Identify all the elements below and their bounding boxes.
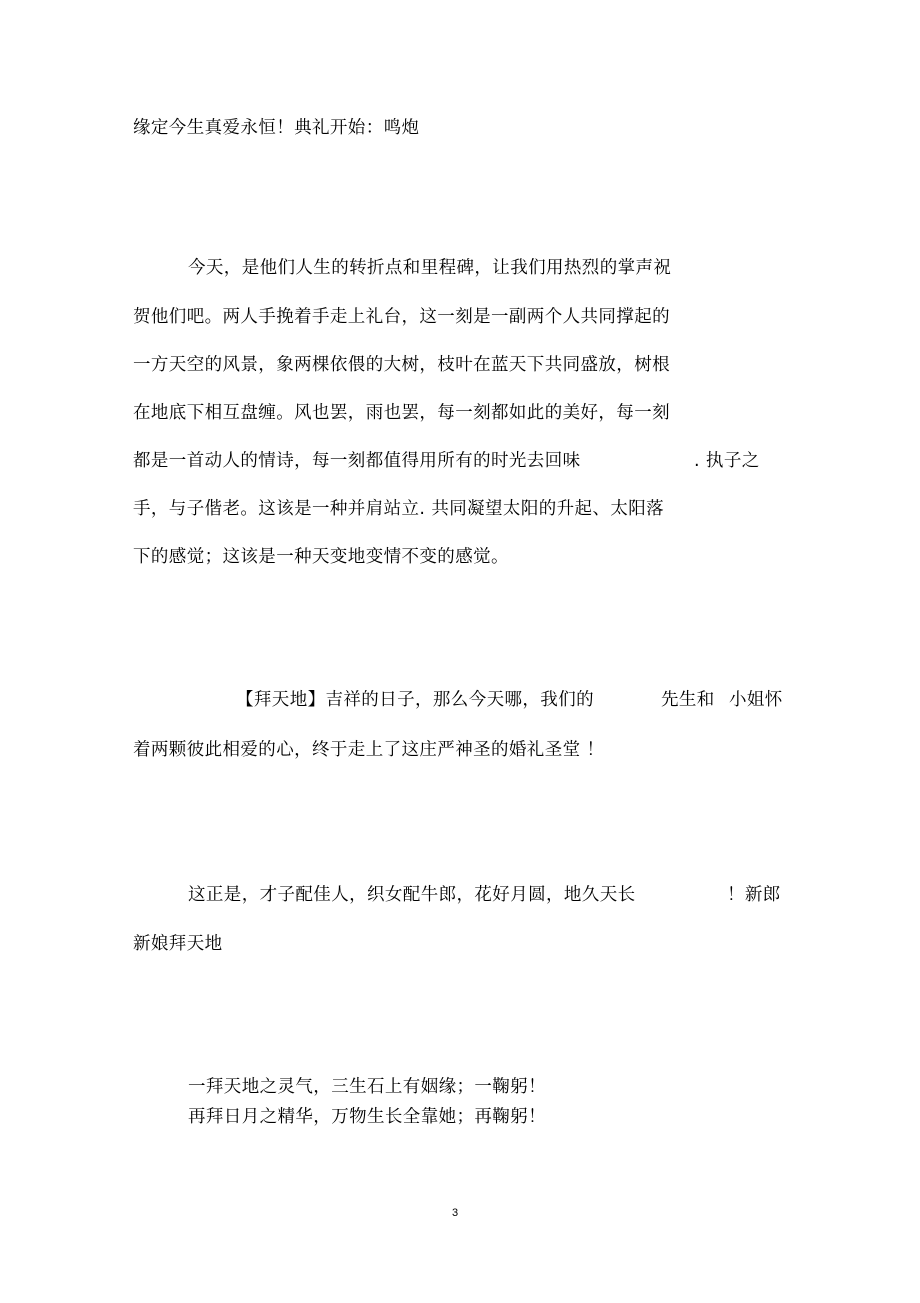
page-number: 3 bbox=[452, 1207, 459, 1219]
paragraph1-line6: 手，与子偕老。这该是一种并肩站立. 共同凝望太阳的升起、太阳落 bbox=[133, 499, 665, 519]
paragraph1-line4: 在地底下相互盘缠。风也罢，雨也罢，每一刻都如此的美好，每一刻 bbox=[133, 403, 670, 423]
paragraph3-line2: 新娘拜天地 bbox=[133, 934, 223, 954]
paragraph1-line5-tail: . 执子之 bbox=[694, 451, 760, 471]
bow-line-2: 再拜日月之精华，万物生长全靠她；再鞠躬！ bbox=[188, 1107, 546, 1127]
paragraph2-segment-a: 【拜天地】吉祥的日子，那么今天哪，我们的 bbox=[236, 690, 594, 710]
opening-line: 缘定今生真爱永恒！典礼开始：鸣炮 bbox=[133, 118, 420, 138]
paragraph3-segment-b: ！新郎 bbox=[727, 885, 781, 905]
paragraph1-line1: 今天，是他们人生的转折点和里程碑，让我们用热烈的掌声祝 bbox=[188, 258, 672, 278]
paragraph3-segment-a: 这正是，才子配佳人，织女配牛郎，花好月圆，地久天长 bbox=[188, 885, 636, 905]
paragraph1-line5: 都是一首动人的情诗，每一刻都值得用所有的时光去回味 bbox=[133, 451, 581, 471]
paragraph1-line2: 贺他们吧。两人手挽着手走上礼台，这一刻是一副两个人共同撑起的 bbox=[133, 307, 670, 327]
paragraph2-segment-c: 小姐怀 bbox=[729, 690, 783, 710]
paragraph2-line2: 着两颗彼此相爱的心，终于走上了这庄严神圣的婚礼圣堂 ！ bbox=[133, 740, 605, 760]
paragraph2-segment-b: 先生和 bbox=[661, 690, 715, 710]
paragraph1-line7: 下的感觉；这该是一种天变地变情不变的感觉。 bbox=[133, 547, 509, 567]
paragraph1-line3: 一方天空的风景，象两棵依偎的大树，枝叶在蓝天下共同盛放，树根 bbox=[133, 355, 670, 375]
bow-line-1: 一拜天地之灵气，三生石上有姻缘；一鞠躬！ bbox=[188, 1077, 546, 1097]
